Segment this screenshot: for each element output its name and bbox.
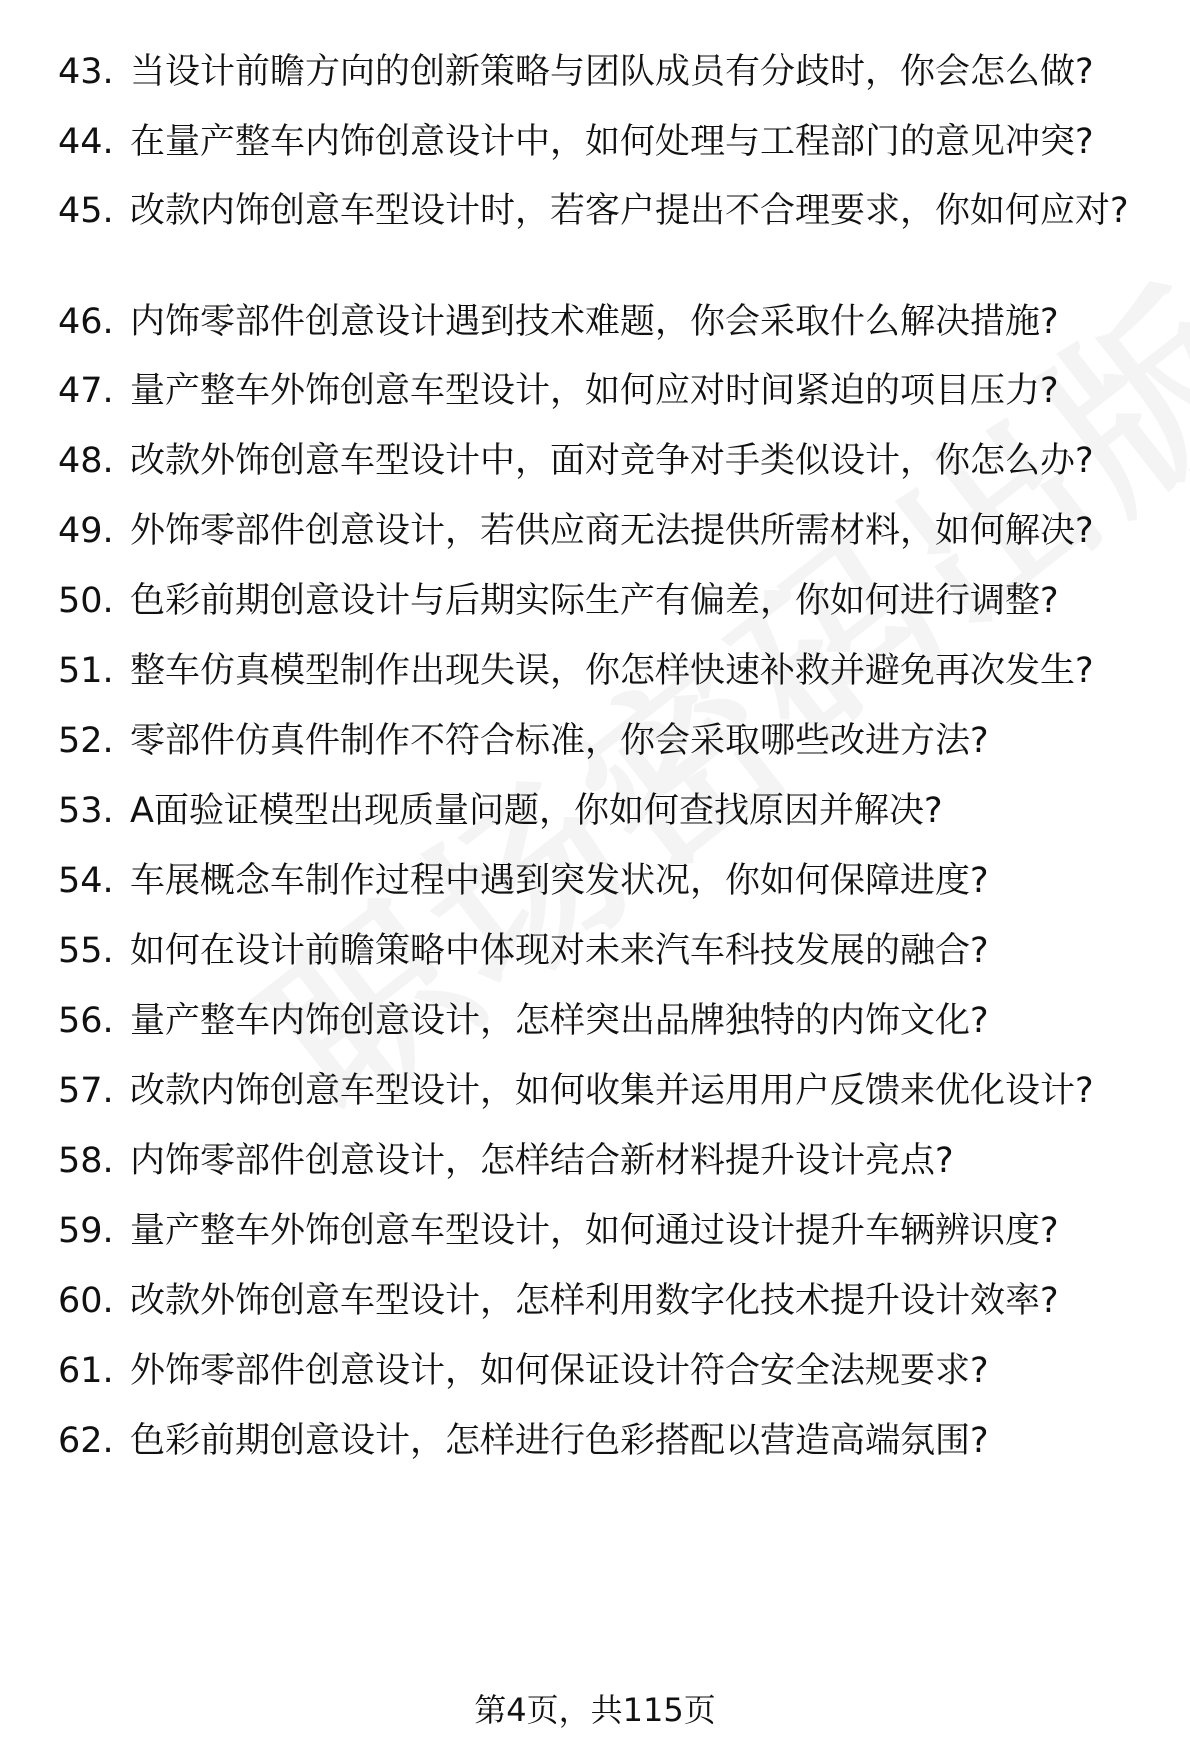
- list-item: [58, 1069, 1148, 1113]
- item-number: 53.: [58, 791, 114, 831]
- list-item: [58, 1419, 1148, 1463]
- item-text: A面验证模型出现质量问题，你如何查找原因并解决?: [130, 791, 943, 831]
- item-number: 62.: [58, 1421, 114, 1461]
- item-number: 51.: [58, 651, 114, 691]
- item-text: 色彩前期创意设计，怎样进行色彩搭配以营造高端氛围?: [130, 1421, 989, 1461]
- list-item: [58, 1279, 1148, 1323]
- list-item: [58, 120, 1148, 164]
- list-item: [58, 369, 1148, 413]
- item-text: 外饰零部件创意设计，如何保证设计符合安全法规要求?: [130, 1351, 989, 1391]
- item-text: 色彩前期创意设计与后期实际生产有偏差，你如何进行调整?: [130, 581, 1059, 621]
- item-number: 46.: [58, 302, 114, 342]
- item-number: 55.: [58, 931, 114, 971]
- item-text: 内饰零部件创意设计遇到技术难题，你会采取什么解决措施?: [130, 302, 1059, 342]
- item-text: 在量产整车内饰创意设计中，如何处理与工程部门的意见冲突?: [130, 122, 1094, 162]
- item-number: 58.: [58, 1141, 114, 1181]
- item-text: 量产整车外饰创意车型设计，如何应对时间紧迫的项目压力?: [130, 371, 1059, 411]
- item-text: 改款内饰创意车型设计时，若客户提出不合理要求，你如何应对?: [130, 191, 1129, 231]
- item-number: 56.: [58, 1001, 114, 1041]
- item-text: 外饰零部件创意设计，若供应商无法提供所需材料，如何解决?: [130, 511, 1094, 551]
- item-number: 49.: [58, 511, 114, 551]
- item-number: 45.: [58, 191, 114, 231]
- item-number: 44.: [58, 122, 114, 162]
- list-item: [58, 719, 1148, 763]
- list-item: [58, 929, 1148, 973]
- item-text: 量产整车内饰创意设计，怎样突出品牌独特的内饰文化?: [130, 1001, 989, 1041]
- item-number: 43.: [58, 52, 114, 92]
- list-item: [58, 1209, 1148, 1253]
- list-item: [58, 509, 1148, 553]
- page-footer: 第4页，共115页: [474, 1691, 716, 1729]
- list-item: [58, 1349, 1148, 1393]
- item-text: 内饰零部件创意设计，怎样结合新材料提升设计亮点?: [130, 1141, 954, 1181]
- list-item: [58, 999, 1148, 1043]
- item-number: 52.: [58, 721, 114, 761]
- item-number: 59.: [58, 1211, 114, 1251]
- list-item: [58, 300, 1148, 344]
- item-text: 零部件仿真件制作不符合标准，你会采取哪些改进方法?: [130, 721, 989, 761]
- item-number: 50.: [58, 581, 114, 621]
- list-item: [58, 189, 1148, 233]
- item-text: 整车仿真模型制作出现失误，你怎样快速补救并避免再次发生?: [130, 651, 1094, 691]
- item-text: 改款内饰创意车型设计，如何收集并运用用户反馈来优化设计?: [130, 1071, 1094, 1111]
- item-number: 60.: [58, 1281, 114, 1321]
- list-item: [58, 579, 1148, 623]
- list-item: [58, 859, 1148, 903]
- list-item: [58, 789, 1148, 833]
- list-item: [58, 439, 1148, 483]
- item-text: 当设计前瞻方向的创新策略与团队成员有分歧时，你会怎么做?: [130, 52, 1094, 92]
- item-text: 量产整车外饰创意车型设计，如何通过设计提升车辆辨识度?: [130, 1211, 1059, 1251]
- list-item: [58, 50, 1148, 94]
- item-number: 57.: [58, 1071, 114, 1111]
- item-text: 如何在设计前瞻策略中体现对未来汽车科技发展的融合?: [130, 931, 989, 971]
- list-item: [58, 649, 1148, 693]
- item-number: 54.: [58, 861, 114, 901]
- item-text: 车展概念车制作过程中遇到突发状况，你如何保障进度?: [130, 861, 989, 901]
- item-text: 改款外饰创意车型设计中，面对竞争对手类似设计，你怎么办?: [130, 441, 1094, 481]
- item-number: 48.: [58, 441, 114, 481]
- list-item: [58, 1139, 1148, 1183]
- item-number: 47.: [58, 371, 114, 411]
- item-number: 61.: [58, 1351, 114, 1391]
- item-text: 改款外饰创意车型设计，怎样利用数字化技术提升设计效率?: [130, 1281, 1059, 1321]
